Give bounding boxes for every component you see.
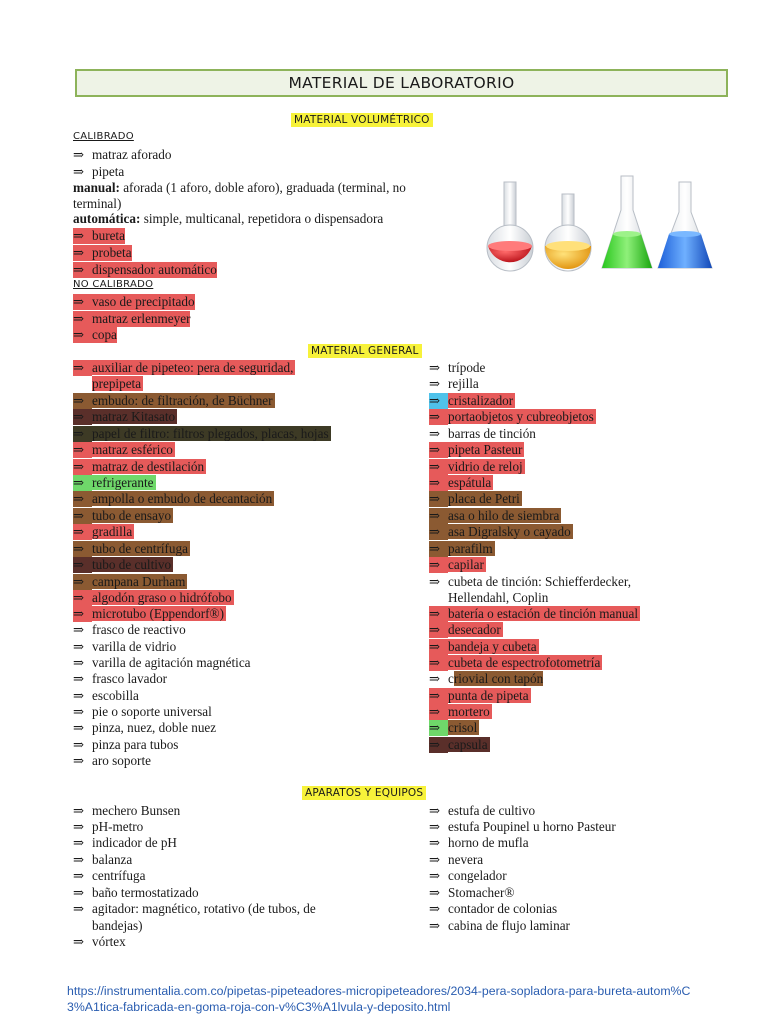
list-item: ⇒ cabina de flujo laminar [429,918,570,933]
arrow-icon: ⇒ [429,819,441,834]
list-item: ⇒ horno de mufla [429,835,529,850]
list-item: ⇒ baño termostatizado [73,885,199,900]
arrow-icon: ⇒ [73,294,85,309]
list-item: automática: simple, multicanal, repetidora o dispensadora [73,211,384,226]
not-calibrated-label: NO CALIBRADO [73,279,154,290]
list-item: ⇒ tubo de ensayo [73,508,172,523]
list-item: ⇒ refrigerante [73,475,154,490]
list-item: ⇒ escobilla [73,688,139,703]
arrow-icon: ⇒ [429,737,448,753]
arrow-icon: ⇒ [73,868,85,883]
list-item: ⇒ trípode [429,360,486,375]
arrow-icon: ⇒ [73,590,92,606]
arrow-icon: ⇒ [73,704,85,719]
list-item: ⇒ portaobjetos y cubreobjetos [429,409,594,424]
list-item: ⇒ gradilla [73,524,133,539]
list-item: ⇒ frasco lavador [73,671,168,686]
arrow-icon: ⇒ [429,671,441,686]
arrow-icon: ⇒ [73,655,85,670]
source-link-line-2[interactable]: 3%A1tica-fabricada-en-goma-roja-con-v%C3%A1lvula-y-deposito.html [67,1000,451,1014]
arrow-icon: ⇒ [429,541,448,557]
section-heading-general: MATERIAL GENERAL [308,344,422,358]
arrow-icon: ⇒ [429,360,441,375]
arrow-icon: ⇒ [429,574,441,589]
list-item: ⇒ vórtex [73,934,126,949]
list-item: ⇒ campana Durham [73,574,186,589]
page-title: MATERIAL DE LABORATORIO [75,69,728,97]
arrow-icon: ⇒ [429,459,448,475]
arrow-icon: ⇒ [429,524,448,540]
arrow-icon: ⇒ [73,753,85,768]
list-item: ⇒ pinza para tubos [73,737,179,752]
list-item: ⇒ probeta [73,245,132,260]
list-item: ⇒ estufa de cultivo [429,803,536,818]
list-item: ⇒ Stomacher® [429,885,515,900]
arrow-icon: ⇒ [73,934,85,949]
arrow-icon: ⇒ [429,704,448,720]
list-item: ⇒ matraz Kitasato [73,409,176,424]
arrow-icon: ⇒ [73,901,85,916]
arrow-icon: ⇒ [429,803,441,818]
list-item: ⇒ centrífuga [73,868,146,883]
list-item: ⇒ rejilla [429,376,479,391]
arrow-icon: ⇒ [73,508,92,524]
list-item: ⇒ crisol [429,720,478,735]
list-item: ⇒ balanza [73,852,133,867]
list-item: ⇒ bureta [73,228,125,243]
list-item: ⇒ pinza, nuez, doble nuez [73,720,217,735]
arrow-icon: ⇒ [73,606,92,622]
list-item: ⇒ pH-metro [73,819,144,834]
list-item: ⇒ aro soporte [73,753,151,768]
list-item: ⇒ asa o hilo de siembra [429,508,560,523]
flask-green-icon [602,176,652,268]
list-item: ⇒ capilar [429,557,484,572]
arrow-icon: ⇒ [73,852,85,867]
arrow-icon: ⇒ [73,164,85,179]
arrow-icon: ⇒ [429,409,448,425]
list-item: ⇒ ampolla o embudo de decantación [73,491,273,506]
arrow-icon: ⇒ [73,819,85,834]
list-item: ⇒ desecador [429,622,501,637]
list-item: ⇒ pipeta [73,164,125,179]
list-item: ⇒ indicador de pH [73,835,177,850]
list-item: ⇒ microtubo (Eppendorf®) [73,606,224,621]
arrow-icon: ⇒ [73,803,85,818]
arrow-icon: ⇒ [73,885,85,900]
list-item: ⇒ batería o estación de tinción manual [429,606,639,621]
section-heading-volumetric: MATERIAL VOLUMÉTRICO [291,113,433,127]
list-item: ⇒ auxiliar de pipeteo: pera de seguridad, [73,360,294,375]
list-item: ⇒ varilla de vidrio [73,639,177,654]
arrow-icon: ⇒ [73,720,85,735]
list-item: ⇒ agitador: magnético, rotativo (de tubos, de [73,901,316,916]
list-item: ⇒ punta de pipeta [429,688,529,703]
list-item: ⇒ dispensador automático [73,262,217,277]
flask-red-icon [487,182,533,271]
arrow-icon: ⇒ [429,475,448,491]
arrow-icon: ⇒ [73,737,85,752]
arrow-icon: ⇒ [73,622,85,637]
arrow-icon: ⇒ [73,459,92,475]
list-item: terminal) [73,196,122,211]
arrow-icon: ⇒ [73,311,85,326]
arrow-icon: ⇒ [73,574,92,590]
arrow-icon: ⇒ [73,541,92,557]
list-item: ⇒ capsula [429,737,488,752]
arrow-icon: ⇒ [73,409,92,425]
list-item: ⇒ mechero Bunsen [73,803,181,818]
section-heading-equipment: APARATOS Y EQUIPOS [302,786,426,800]
arrow-icon: ⇒ [429,720,448,736]
arrow-icon: ⇒ [73,327,85,342]
arrow-icon: ⇒ [429,606,448,622]
arrow-icon: ⇒ [73,262,85,277]
arrow-icon: ⇒ [429,901,441,916]
arrow-icon: ⇒ [429,393,448,409]
list-item: ⇒ pie o soporte universal [73,704,212,719]
list-item: ⇒ cristalizador [429,393,514,408]
arrow-icon: ⇒ [429,557,448,573]
arrow-icon: ⇒ [429,852,441,867]
flasks-illustration [482,172,714,274]
list-item: ⇒ cubeta de espectrofotometría [429,655,601,670]
calibrated-label: CALIBRADO [73,131,134,142]
arrow-icon: ⇒ [73,688,85,703]
arrow-icon: ⇒ [429,426,441,441]
list-item: ⇒ cubeta de tinción: Schiefferdecker, [429,574,632,589]
list-item: ⇒ bandeja y cubeta [429,639,537,654]
list-item: ⇒ matraz erlenmeyer [73,311,191,326]
arrow-icon: ⇒ [429,918,441,933]
arrow-icon: ⇒ [429,508,448,524]
arrow-icon: ⇒ [73,557,92,573]
list-item: ⇒ tubo de centrífuga [73,541,188,556]
list-item: ⇒ criovial con tapón [429,671,544,686]
arrow-icon: ⇒ [429,885,441,900]
list-item: ⇒ embudo: de filtración, de Büchner [73,393,273,408]
arrow-icon: ⇒ [73,426,92,442]
arrow-icon: ⇒ [429,622,448,638]
list-item: ⇒ barras de tinción [429,426,536,441]
list-item: ⇒ algodón graso o hidrófobo [73,590,232,605]
list-item: ⇒ contador de colonias [429,901,558,916]
arrow-icon: ⇒ [73,360,92,376]
arrow-icon: ⇒ [429,655,448,671]
list-item: ⇒ vaso de precipitado [73,294,195,309]
list-item: ⇒ matraz aforado [73,147,172,162]
source-link-line-1[interactable]: https://instrumentalia.com.co/pipetas-pipeteadores-micropipeteadores/2034-pera-sopladora-para-bureta-autom%C [67,984,691,998]
arrow-icon: ⇒ [73,671,85,686]
list-item: ⇒ nevera [429,852,484,867]
source-link[interactable] [67,983,767,1015]
list-item: ⇒ congelador [429,868,507,883]
arrow-icon: ⇒ [429,442,448,458]
list-item: ⇒ pipeta Pasteur [429,442,523,457]
list-item: ⇒ matraz de destilación [73,459,205,474]
arrow-icon: ⇒ [73,491,92,507]
flask-blue-icon [658,182,712,268]
arrow-icon: ⇒ [73,442,92,458]
list-item: Hellendahl, Coplin [448,590,549,605]
arrow-icon: ⇒ [429,491,448,507]
arrow-icon: ⇒ [429,835,441,850]
arrow-icon: ⇒ [73,147,85,162]
arrow-icon: ⇒ [73,524,92,540]
arrow-icon: ⇒ [73,639,85,654]
arrow-icon: ⇒ [429,868,441,883]
list-item: ⇒ matraz esférico [73,442,173,457]
flask-yellow-icon [545,194,591,271]
list-item: ⇒ placa de Petri [429,491,520,506]
arrow-icon: ⇒ [73,245,85,260]
list-item: ⇒ papel de filtro: filtros plegados, placas, hojas [73,426,329,441]
list-item: ⇒ tubo de cultivo [73,557,172,572]
arrow-icon: ⇒ [429,376,441,391]
arrow-icon: ⇒ [73,475,92,491]
list-item: ⇒ asa Digralsky o cayado [429,524,571,539]
list-item: ⇒ estufa Poupinel u horno Pasteur [429,819,616,834]
list-item: ⇒ varilla de agitación magnética [73,655,251,670]
arrow-icon: ⇒ [73,228,85,243]
list-item: prepipeta [92,376,142,391]
list-item: ⇒ parafilm [429,541,493,556]
list-item: ⇒ frasco de reactivo [73,622,186,637]
list-item: manual: aforada (1 aforo, doble aforo), graduada (terminal, no [73,180,406,195]
list-item: ⇒ espátula [429,475,492,490]
arrow-icon: ⇒ [429,688,448,704]
arrow-icon: ⇒ [429,639,448,655]
arrow-icon: ⇒ [73,393,92,409]
list-item: bandejas) [92,918,143,933]
arrow-icon: ⇒ [73,835,85,850]
list-item: ⇒ mortero [429,704,490,719]
list-item: ⇒ copa [73,327,117,342]
list-item: ⇒ vidrio de reloj [429,459,523,474]
